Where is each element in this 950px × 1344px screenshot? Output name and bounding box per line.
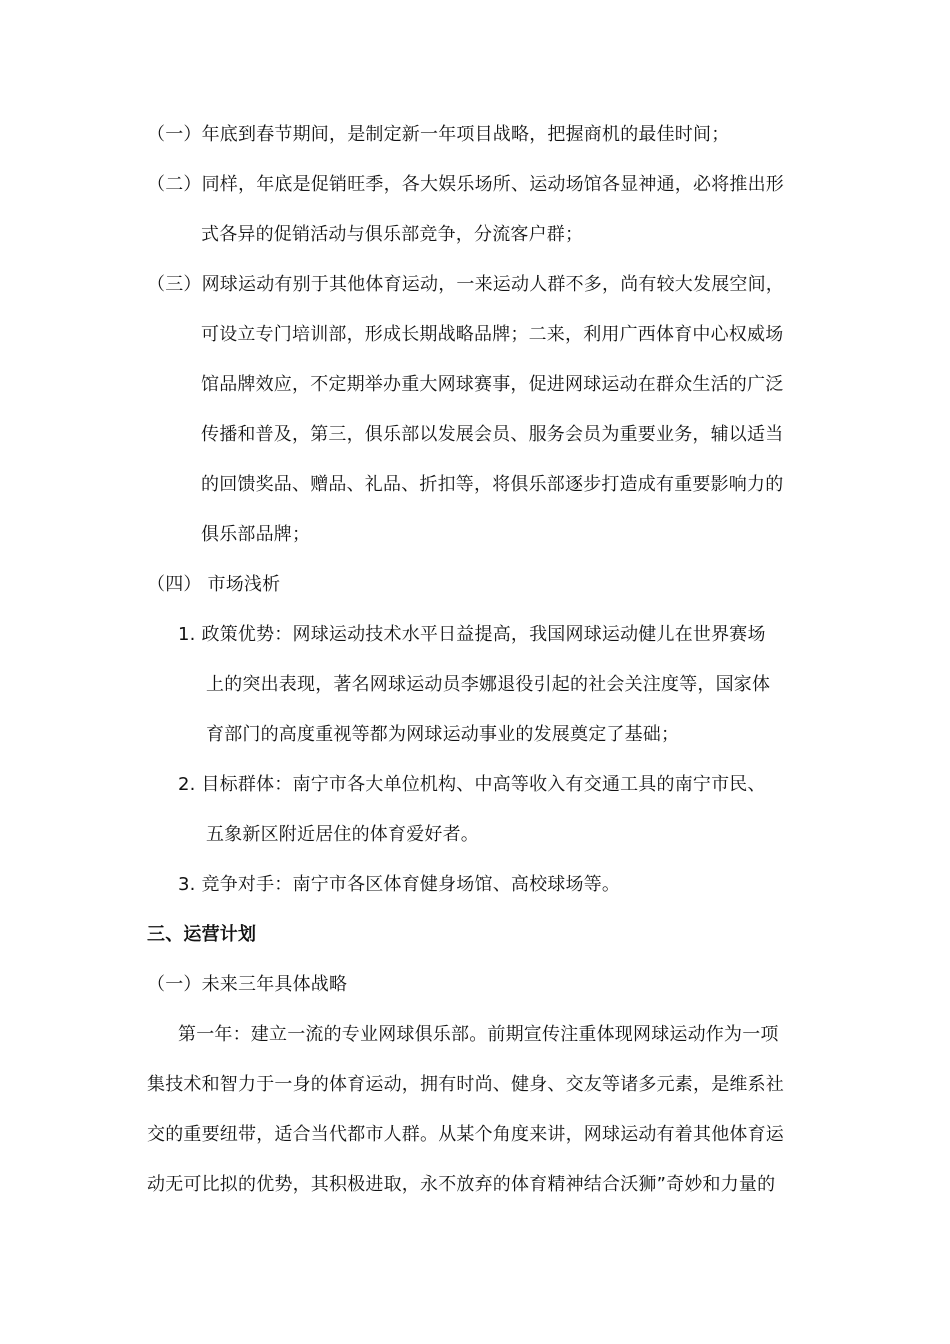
- paragraph-line-8: 的回馈奖品、赠品、礼品、折扣等，将俱乐部逐步打造成有重要影响力的: [201, 474, 784, 495]
- paragraph-line-4: （三）网球运动有别于其他体育运动，一来运动人群不多，尚有较大发展空间，: [147, 274, 784, 295]
- list-item-2: 2. 目标群体：南宁市各大单位机构、中高等收入有交通工具的南宁市民、: [178, 774, 766, 795]
- subheading-three-year-strategy: （一）未来三年具体战略: [147, 974, 348, 995]
- list-item-2-cont-1: 五象新区附近居住的体育爱好者。: [206, 824, 479, 845]
- paragraph-line-5: 可设立专门培训部，形成长期战略品牌；二来，利用广西体育中心权威场: [201, 324, 784, 345]
- paragraph-line-1: （一）年底到春节期间，是制定新一年项目战略，把握商机的最佳时间；: [147, 124, 730, 145]
- body-line-2: 集技术和智力于一身的体育运动，拥有时尚、健身、交友等诸多元素，是维系社: [147, 1074, 784, 1095]
- body-line-3: 交的重要纽带，适合当代都市人群。从某个角度来讲，网球运动有着其他体育运: [147, 1124, 784, 1145]
- body-line-4: 动无可比拟的优势，其积极进取，永不放弃的体育精神结合沃狮”奇妙和力量的: [147, 1174, 776, 1195]
- paragraph-line-3: 式各异的促销活动与俱乐部竞争，分流客户群；: [201, 224, 584, 245]
- section-heading-operation-plan: 三、运营计划: [147, 924, 257, 945]
- paragraph-line-7: 传播和普及，第三，俱乐部以发展会员、服务会员为重要业务，辅以适当: [201, 424, 784, 445]
- paragraph-line-2: （二）同样，年底是促销旺季，各大娱乐场所、运动场馆各显神通，必将推出形: [147, 174, 784, 195]
- list-item-1: 1. 政策优势：网球运动技术水平日益提高，我国网球运动健儿在世界赛场: [178, 624, 766, 645]
- paragraph-line-9: 俱乐部品牌；: [201, 524, 311, 545]
- list-item-1-cont-1: 上的突出表现，著名网球运动员李娜退役引起的社会关注度等，国家体: [206, 674, 771, 695]
- list-item-3: 3. 竞争对手：南宁市各区体育健身场馆、高校球场等。: [178, 874, 621, 895]
- list-item-1-cont-2: 育部门的高度重视等都为网球运动事业的发展奠定了基础；: [206, 724, 680, 745]
- body-line-1: 第一年：建立一流的专业网球俱乐部。前期宣传注重体现网球运动作为一项: [178, 1024, 779, 1045]
- paragraph-line-6: 馆品牌效应，不定期举办重大网球赛事，促进网球运动在群众生活的广泛: [201, 374, 784, 395]
- subheading-market-analysis: （四） 市场浅析: [147, 574, 281, 595]
